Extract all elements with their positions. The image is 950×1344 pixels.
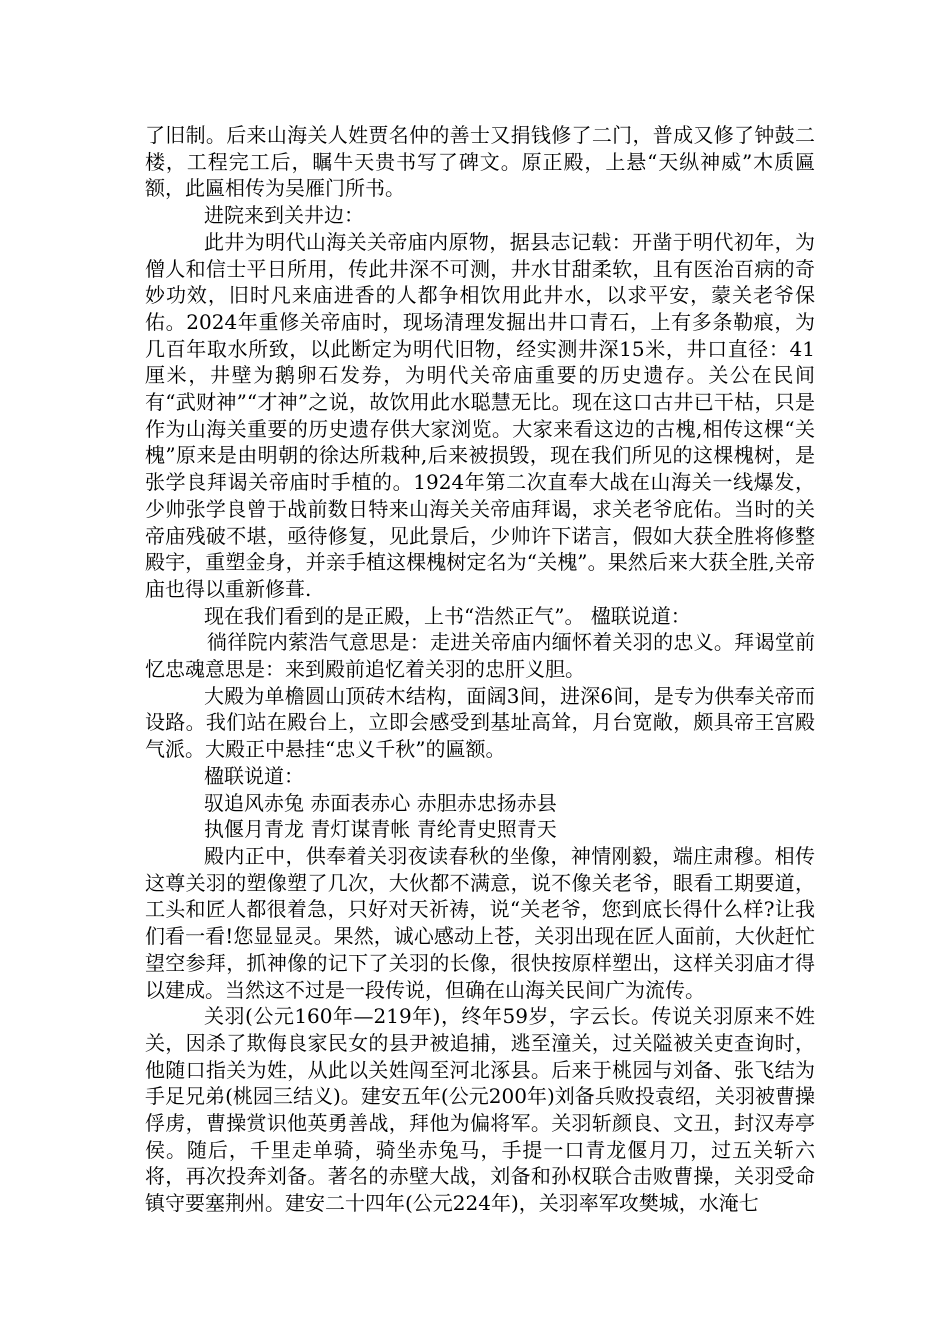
paragraph-old-system: 了旧制。后来山海关人姓贾名仲的善士又捐钱修了二门，普成又修了钟鼓二楼，工程完工后，瞩牛天贵书写了碑文。原正殿，上悬“天纵神威”木质匾额，此匾相传为吴雁门所书。 xyxy=(145,123,815,201)
paragraph-couplet-intro: 楹联说道： xyxy=(204,763,304,788)
document-body xyxy=(145,122,815,1217)
paragraph-well-heading: 进院来到关井边： xyxy=(204,203,364,228)
paragraph-well-and-locust-tree: 此井为明代山海关关帝庙内原物，据县志记载：开凿于明代初年，为僧人和信士平日所用，传此井深不可测，井水甘甜柔软，且有医治百病的奇妙功效，旧时凡来庙进香的人都争相饮用此井水，以求平安，蒙关老爷保佑。2024年重修关帝庙时，现场清理发掘出井口青石，上有多条勒痕，为几百年取水所致，以此断定为明代旧物，经实测井深15米，井口直径：41厘米，井壁为鹅卵石发券，为明代关帝庙重要的历史遗存。关公在民间有“武财神”“才神”之说，故饮用此水聪慧无比。现在这口古井已干枯，只是作为山海关重要的历史遗存供大家浏览。大家来看这边的古槐,相传这棵“关槐”原来是由明朝的徐达所栽种,后来被损毁，现在我们所见的这棵槐树，是张学良拜谒关帝庙时手植的。1924年第二次直奉大战在山海关一线爆发，少帅张学良曾于战前数日特来山海关关帝庙拜谒，求关老爷庇佑。当时的关帝庙残破不堪，亟待修复，见此景后，少帅许下诺言，假如大获全胜将修整殿宇，重塑金身，并亲手植这棵槐树定名为“关槐”。果然后来大获全胜,关帝庙也得以重新修葺. xyxy=(145,229,815,601)
paragraph-statue-legend: 殿内正中，供奉着关羽夜读春秋的坐像，神情刚毅，端庄肃穆。相传这尊关羽的塑像塑了几次，大伙都不满意，说不像关老爷，眼看工期要道，工头和匠人都很着急，只好对天祈祷，说“关老爷，您到底长得什么样?让我们看一看!您显显灵。果然，诚心感动上苍，关羽出现在匠人面前，大伙赶忙望空参拜，抓神像的记下了关羽的长像，很快按原样塑出，这样关羽庙才得以建成。当然这不过是一段传说，但确在山海关民间广为流传。 xyxy=(145,843,815,1002)
paragraph-hall-structure: 大殿为单檐圆山顶砖木结构，面阔3间，进深6间，是专为供奉关帝而设路。我们站在殿台上，立即会感受到基址高耸，月台宽敞，颇具帝王宫殿气派。大殿正中悬挂“忠义千秋”的匾额。 xyxy=(145,683,815,762)
couplet-line-2: 执偃月青龙 青灯谋青帐 青纶青史照青天 xyxy=(204,817,557,842)
couplet-line-1: 驭追风赤兔 赤面表赤心 赤胆赤忠扬赤县 xyxy=(204,790,557,815)
paragraph-couplet-meaning: 徜徉院内萦浩气意思是：走进关帝庙内缅怀着关羽的忠义。拜谒堂前忆忠魂意思是：来到殿前追忆着关羽的忠肝义胆。 xyxy=(145,630,815,682)
paragraph-guan-yu-biography: 关羽(公元160年—219年)，终年59岁，字云长。传说关羽原来不姓关，因杀了欺侮良家民女的县尹被追捕，逃至潼关，过关隘被关吏查询时，他随口指关为姓，从此以关姓闯至河北涿县。后来于桃园与刘备、张飞结为手足兄弟(桃园三结义)。建安五年(公元200年)刘备兵败投袁绍，关羽被曹操俘虏，曹操赏识他英勇善战，拜他为偏将军。关羽斩颜良、文丑，封汉寿亭侯。随后，千里走单骑，骑坐赤兔马，手提一口青龙偃月刀，过五关斩六将，再次投奔刘备。著名的赤壁大战，刘备和孙权联合击败曹操，关羽受命镇守要塞荆州。建安二十四年(公元224年)，关羽率军攻樊城，水淹七 xyxy=(145,1004,815,1216)
paragraph-main-hall-plaque: 现在我们看到的是正殿，上书“浩然正气”。 楹联说道： xyxy=(204,603,691,628)
